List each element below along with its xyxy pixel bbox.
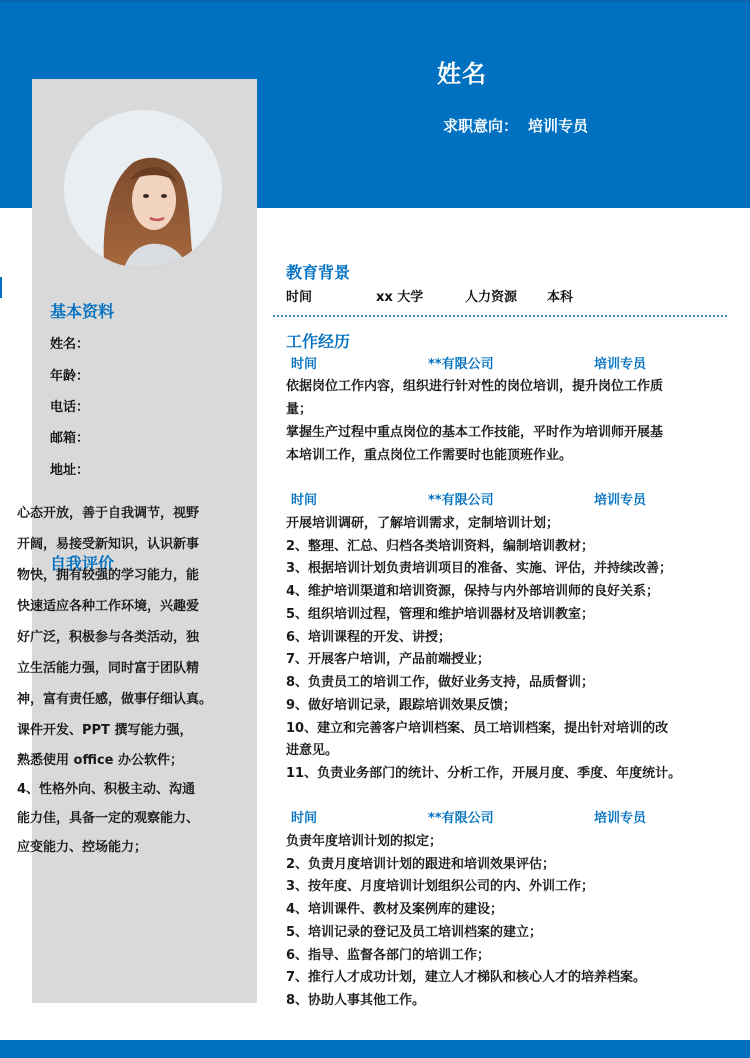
edu-degree: 本科 — [547, 290, 574, 305]
self-eval-line: 开阔，易接受新知识，认识新事 — [17, 537, 200, 552]
job-duty-line: 3、按年度、月度培训计划组织公司的内、外训工作； — [286, 879, 595, 894]
job-duty-line: 9、做好培训记录，跟踪培训效果反馈； — [286, 698, 517, 713]
job-duty-line: 7、开展客户培训，产品前端授业； — [286, 652, 491, 667]
info-email: 邮箱： — [50, 431, 90, 446]
job-duty-line: 7、推行人才成功计划，建立人才梯队和核心人才的培养档案。 — [286, 970, 647, 985]
footer-band — [0, 1040, 750, 1058]
job-duty-line: 进意见。 — [286, 743, 339, 758]
basic-info-title: 基本资料 — [50, 302, 115, 321]
job-duty-line: 8、负责员工的培训工作，做好业务支持，品质督训； — [286, 675, 595, 690]
job-intention-label: 求职意向： — [443, 117, 519, 135]
self-eval-text — [17, 498, 217, 862]
job-duty-line: 6、指导、监督各部门的培训工作； — [286, 948, 491, 963]
self-eval-line: 心态开放，善于自我调节，视野 — [17, 506, 200, 521]
education-title: 教育背景 — [286, 263, 351, 282]
job-duty-line: 掌握生产过程中重点岗位的基本工作技能，平时作为培训师开展基 — [286, 425, 664, 440]
job-duty-line: 5、培训记录的登记及员工培训档案的建立； — [286, 925, 543, 940]
job-duty-line: 6、培训课程的开发、讲授； — [286, 630, 452, 645]
job-duty-line: 11、负责业务部门的统计、分析工作，开展月度、季度、年度统计。 — [286, 766, 682, 781]
job-duty-line: 4、维护培训渠道和培训资源，保持与内外部培训师的良好关系； — [286, 584, 660, 599]
avatar-photo — [64, 110, 222, 268]
job-time: 时间 — [291, 357, 318, 372]
job-company: **有限公司 — [428, 493, 494, 508]
job-duty-line: 5、组织培训过程，管理和维护培训器材及培训教室； — [286, 607, 595, 622]
job-company: **有限公司 — [428, 357, 494, 372]
edu-major: 人力资源 — [465, 290, 518, 305]
edu-school: xx 大学 — [376, 290, 424, 305]
job-duty-line: 4、培训课件、教材及案例库的建设； — [286, 902, 504, 917]
job-duty-line: 10、建立和完善客户培训档案、员工培训档案，提出针对培训的改 — [286, 721, 669, 736]
job-intention — [443, 115, 588, 136]
job-duty-line: 负责年度培训计划的拟定； — [286, 834, 443, 849]
job-duty-line: 开展培训调研，了解培训需求，定制培训计划； — [286, 516, 560, 531]
job-time: 时间 — [291, 493, 318, 508]
job-duty-line: 8、协助人事其他工作。 — [286, 993, 426, 1008]
job-intention-value: 培训专员 — [528, 117, 589, 135]
self-eval-line: 神，富有责任感，做事仔细认真。 — [17, 692, 213, 707]
job-position: 培训专员 — [594, 357, 647, 372]
job-duty-line: 2、整理、汇总、归档各类培训资料，编制培训教材； — [286, 539, 595, 554]
self-eval-line: 能力佳，具备一定的观察能力、 — [17, 811, 200, 826]
job-duty-line: 量； — [286, 402, 313, 417]
self-eval-line: 物快，拥有较强的学习能力，能 — [17, 568, 200, 583]
job-company: **有限公司 — [428, 811, 494, 826]
self-eval-line: 应变能力、控场能力； — [17, 840, 148, 855]
left-edge-marker — [0, 277, 2, 298]
info-phone: 电话： — [50, 400, 90, 415]
job-duty-line: 本培训工作，重点岗位工作需要时也能顶班作业。 — [286, 448, 573, 463]
self-eval-line: 好广泛，积极参与各类活动，独 — [17, 630, 200, 645]
info-age: 年龄： — [50, 369, 90, 384]
self-eval-line: 立生活能力强，同时富于团队精 — [17, 661, 200, 676]
self-eval-line: 快速适应各种工作环境，兴趣爱 — [17, 599, 200, 614]
edu-time: 时间 — [286, 290, 313, 305]
candidate-name: 姓名 — [437, 60, 487, 88]
job-duty-line: 3、根据培训计划负责培训项目的准备、实施、评估，并持续改善； — [286, 561, 673, 576]
job-duty-line: 依据岗位工作内容，组织进行针对性的岗位培训，提升岗位工作质 — [286, 379, 664, 394]
portrait-icon — [64, 110, 222, 268]
self-eval-line: 4、性格外向、积极主动、沟通 — [17, 782, 196, 797]
work-title: 工作经历 — [286, 332, 351, 351]
info-name: 姓名： — [50, 337, 90, 352]
job-position: 培训专员 — [594, 811, 647, 826]
section-divider — [273, 315, 727, 317]
self-eval-title: 自我评价 — [50, 554, 115, 573]
job-time: 时间 — [291, 811, 318, 826]
info-address: 地址： — [50, 463, 90, 478]
job-duty-line: 2、负责月度培训计划的跟进和培训效果评估； — [286, 857, 556, 872]
self-eval-line: 熟悉使用 office 办公软件； — [17, 753, 184, 768]
header-top-edge — [0, 0, 750, 2]
self-eval-line: 课件开发、PPT 撰写能力强， — [17, 723, 193, 738]
job-position: 培训专员 — [594, 493, 647, 508]
